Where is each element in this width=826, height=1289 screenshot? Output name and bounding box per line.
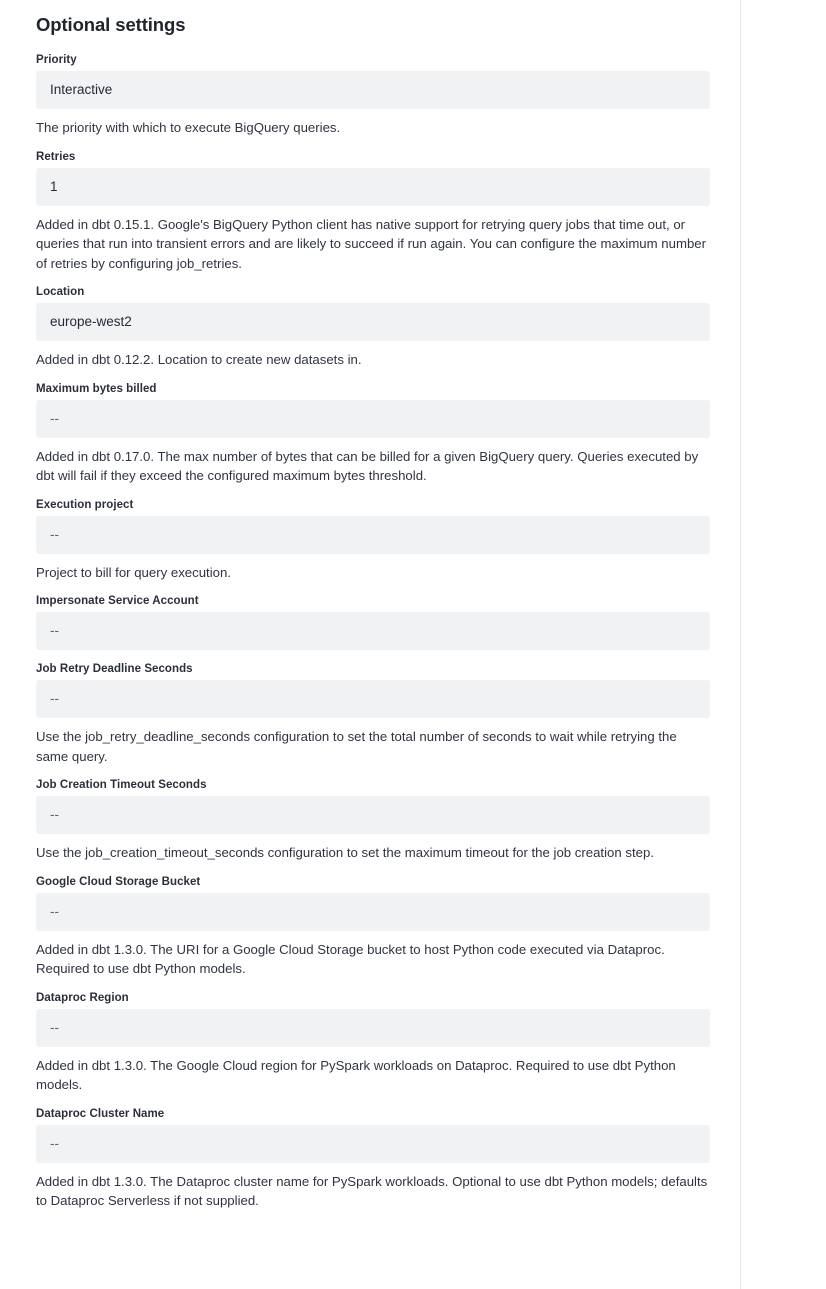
setting-field	[36, 383, 710, 486]
fields-container	[36, 54, 710, 1211]
setting-field	[36, 992, 710, 1095]
field-help-text: The priority with which to execute BigQuery queries.	[36, 120, 341, 135]
setting-field	[36, 54, 710, 138]
field-help-text: Added in dbt 0.15.1. Google's BigQuery Python client has native support for retrying query jobs that time out, or queries that run into transient errors and are likely to succeed if run again. You can configure the maximum number of retries by configuring job_retries.	[36, 216, 706, 271]
field-input[interactable]	[36, 612, 710, 650]
field-input[interactable]	[36, 168, 710, 206]
field-input[interactable]	[36, 400, 710, 438]
field-label: Maximum bytes billed	[36, 382, 157, 395]
field-help-text: Added in dbt 0.12.2. Location to create new datasets in.	[36, 352, 362, 367]
setting-field	[36, 779, 710, 863]
field-help-text: Project to bill for query execution.	[36, 564, 231, 580]
field-input[interactable]	[36, 680, 710, 718]
field-input[interactable]	[36, 303, 710, 341]
field-help-text: Added in dbt 1.3.0. The URI for a Google Cloud Storage bucket to host Python code executed via Dataproc. Required to use dbt Python models.	[36, 941, 665, 976]
field-label: Priority	[36, 54, 77, 66]
field-input[interactable]	[36, 796, 710, 834]
setting-field	[36, 663, 710, 766]
field-help-text: Added in dbt 1.3.0. The Google Cloud region for PySpark workloads on Dataproc. Required to use dbt Python models.	[36, 1057, 676, 1092]
field-label: Retries	[36, 150, 76, 163]
setting-field	[36, 1108, 710, 1211]
field-label: Google Cloud Storage Bucket	[36, 875, 201, 888]
field-help-text: Use the job_retry_deadline_seconds configuration to set the total number of seconds to wait while retrying the same query.	[36, 729, 677, 764]
field-label: Job Retry Deadline Seconds	[36, 663, 193, 675]
setting-field	[36, 151, 710, 274]
setting-field	[36, 499, 710, 583]
setting-field	[36, 876, 710, 979]
field-input[interactable]	[36, 893, 710, 931]
setting-field	[36, 286, 710, 370]
field-label: Execution project	[36, 498, 134, 511]
field-input[interactable]	[36, 71, 710, 109]
field-label: Dataproc Cluster Name	[36, 1107, 165, 1120]
field-label: Impersonate Service Account	[36, 595, 199, 607]
setting-field	[36, 595, 710, 650]
field-help-text: Added in dbt 1.3.0. The Dataproc cluster name for PySpark workloads. Optional to use dbt Python models; defaults to Dataproc Serverless if not supplied.	[36, 1173, 708, 1208]
field-help-text: Added in dbt 0.17.0. The max number of bytes that can be billed for a given BigQuery query. Queries executed by dbt will fail if they exceed the configured maximum bytes threshold.	[36, 448, 699, 483]
field-label: Location	[36, 286, 85, 298]
field-help-text: Use the job_creation_timeout_seconds configuration to set the maximum timeout for the job creation step.	[36, 845, 654, 860]
field-input[interactable]	[36, 1125, 710, 1163]
field-input[interactable]	[36, 516, 710, 554]
page-title: Optional settings	[36, 14, 186, 35]
field-label: Dataproc Region	[36, 991, 129, 1004]
settings-form	[36, 0, 710, 1224]
field-label: Job Creation Timeout Seconds	[36, 779, 207, 791]
field-input[interactable]	[36, 1009, 710, 1047]
